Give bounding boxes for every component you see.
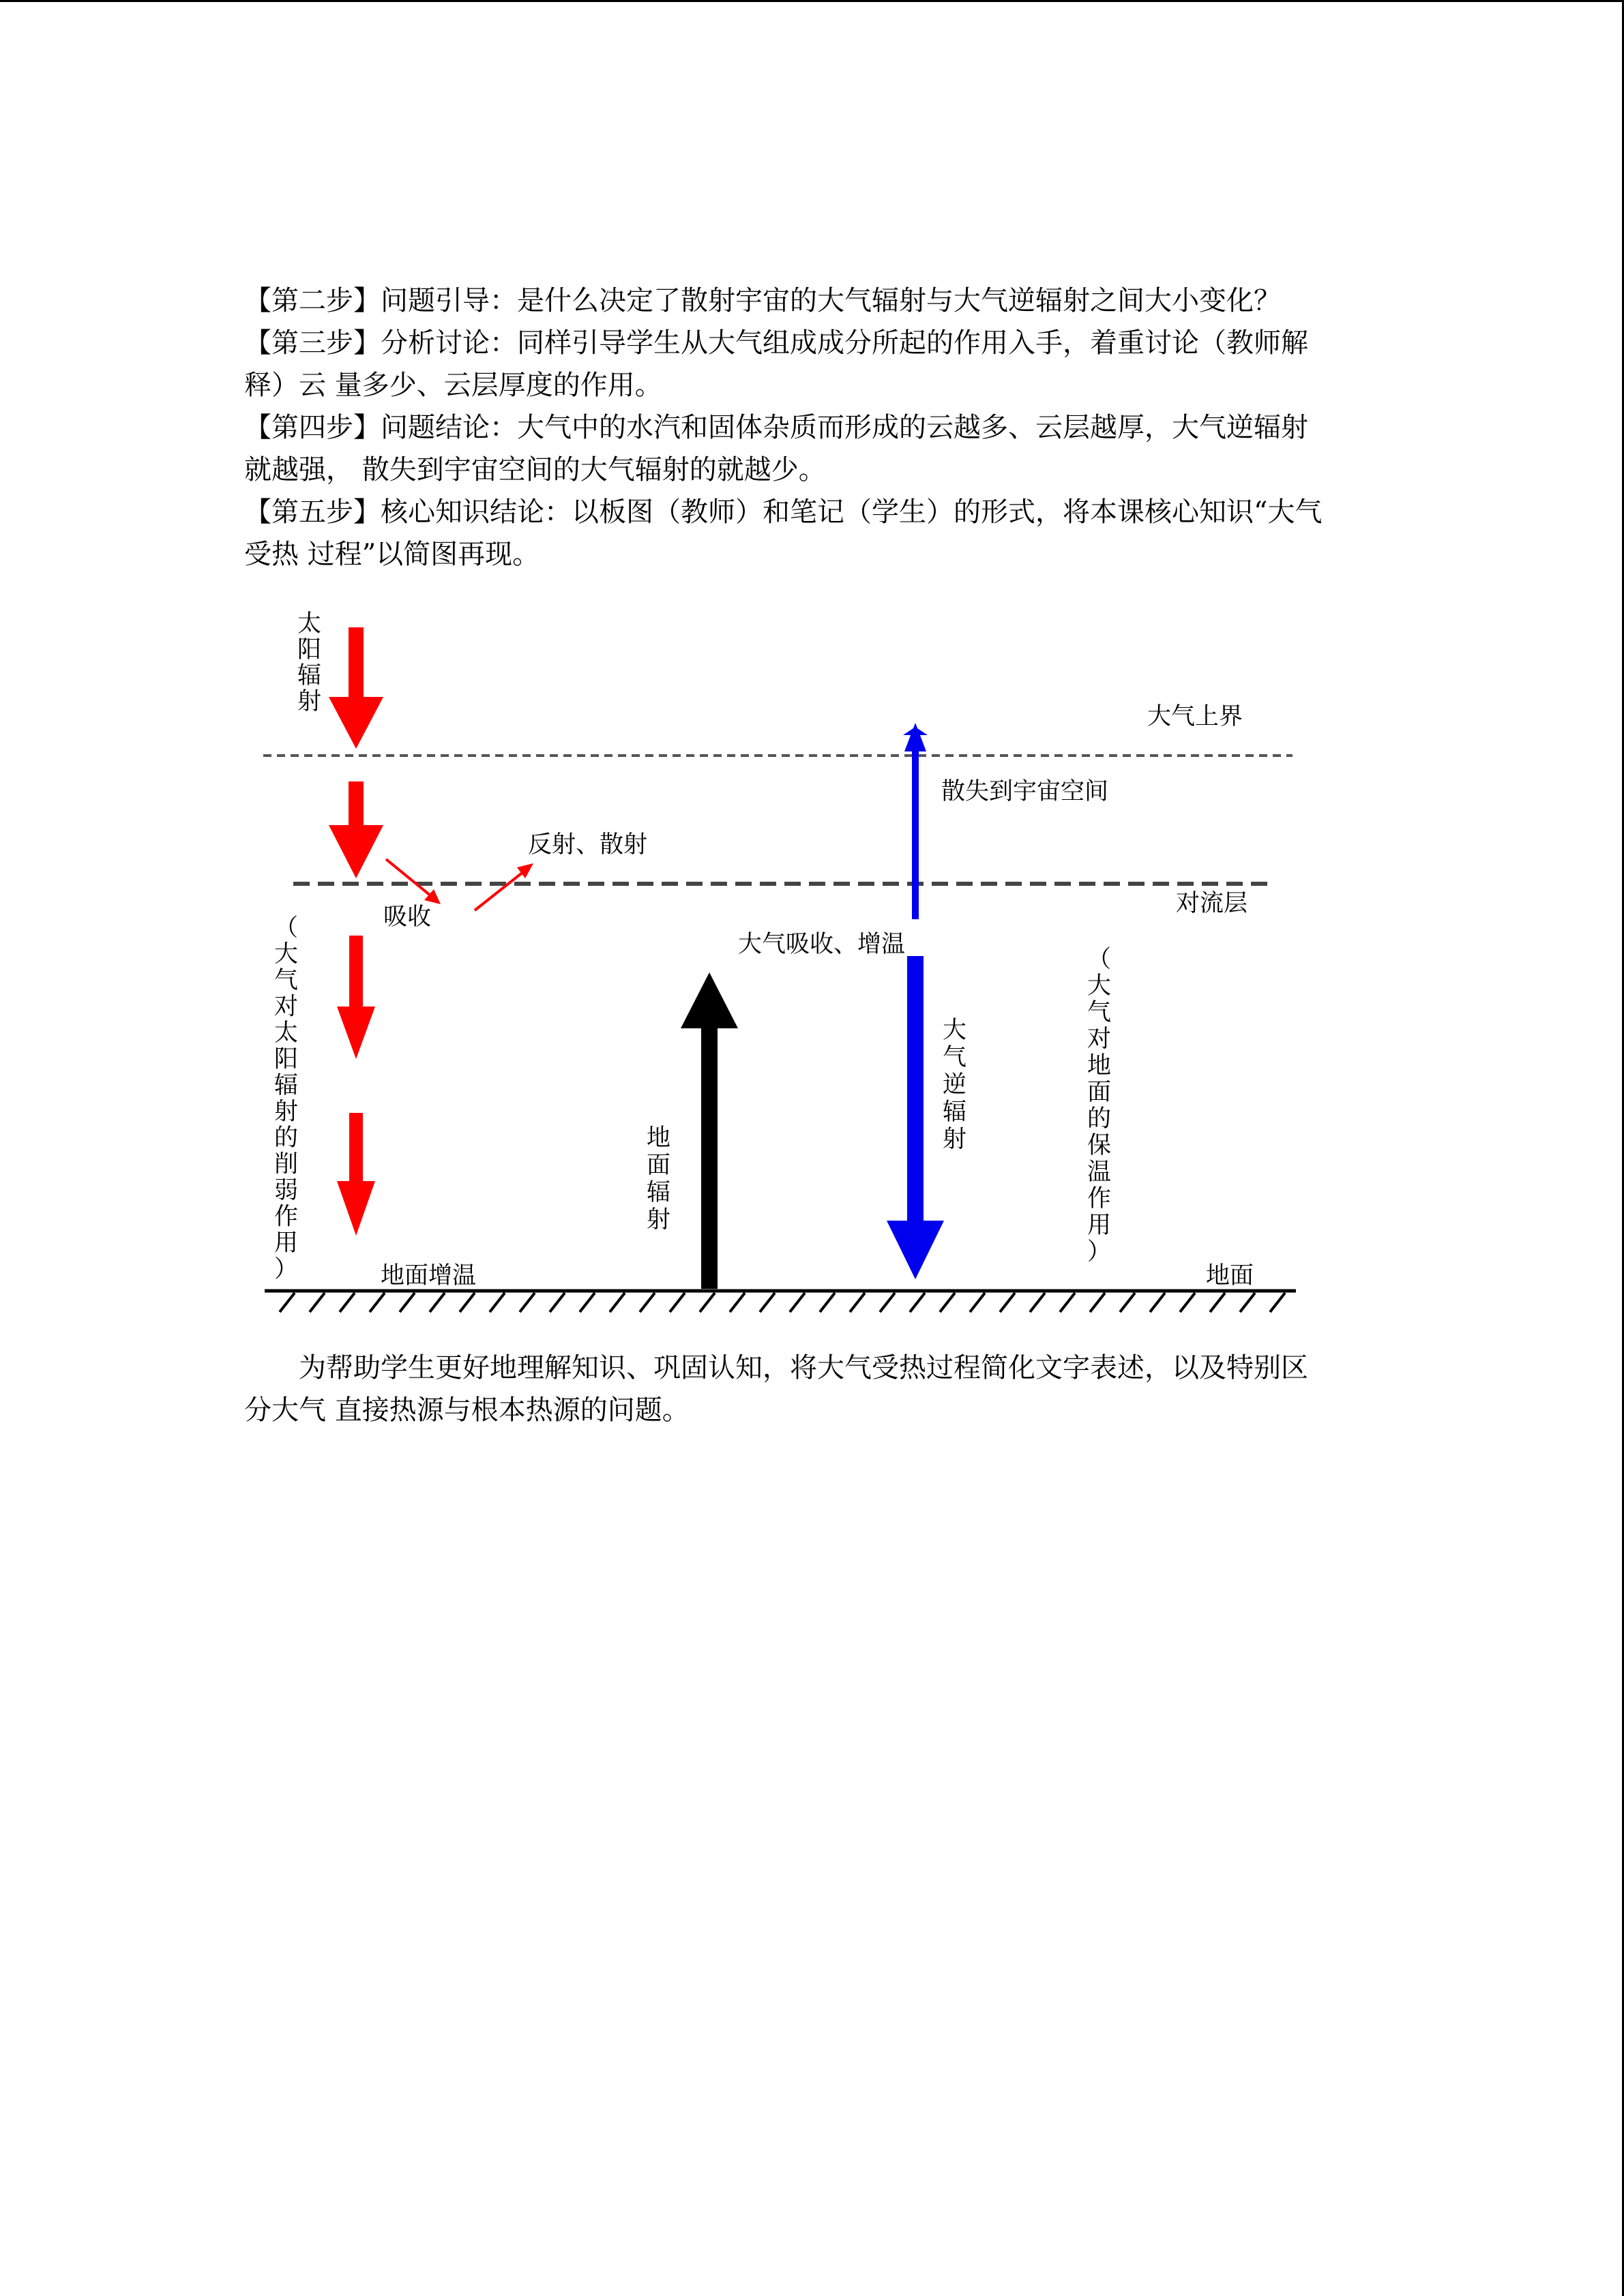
step-tag: 【第五步】: [244, 496, 381, 528]
text-line: 为帮助学生更好地理解知识、巩固认知，将大气受热过程简化文字表述，以及特别区: [299, 1352, 1308, 1384]
text-line: 释）云 量多少、云层厚度的作用。: [244, 370, 662, 401]
ground-hatch: [730, 1293, 745, 1312]
troposphere-label: 对流层: [1176, 890, 1248, 917]
ground-radiation-arrow: [681, 972, 738, 1289]
closing-line: [244, 1389, 1376, 1431]
ground-hatch: [1000, 1293, 1015, 1312]
ground-label: 地面: [1206, 1262, 1254, 1289]
paragraph-step-4-cont: [244, 449, 1376, 491]
body-text: [244, 280, 1376, 576]
ground-hatch: [580, 1293, 595, 1312]
solar-radiation-arrow: [337, 1113, 375, 1236]
solar-radiation-arrow: [329, 627, 383, 749]
ground-hatch: [880, 1293, 895, 1312]
text-line: 就越强， 散失到宇宙空间的大气辐射的就越少。: [244, 454, 826, 486]
reflect-arrow: [475, 871, 524, 910]
ground-hatch: [550, 1293, 565, 1312]
ground-hatch: [370, 1293, 385, 1312]
escape-shaft: [912, 742, 919, 919]
ground-hatch: [640, 1293, 655, 1312]
text-line: 受热 过程”以简图再现。: [244, 539, 540, 570]
paragraph-step-4: [244, 406, 1376, 449]
paragraph-step-5-cont: [244, 533, 1376, 576]
ground-hatch: [1120, 1293, 1135, 1312]
solar-radiation-label: [297, 610, 321, 715]
ground-hatch: [430, 1293, 445, 1312]
ground-radiation-label: [647, 1124, 670, 1234]
ground-hatch: [1270, 1293, 1285, 1312]
ground-hatch: [1030, 1293, 1045, 1312]
ground-hatch: [700, 1293, 715, 1312]
text-line: 问题结论：大气中的水汽和固体杂质而形成的云越多、云层越厚，大气逆辐射: [381, 412, 1308, 443]
svg-text:（大气对地面的保温作用）: （大气对地面的保温作用）: [1087, 946, 1112, 1266]
closing-line: [244, 1347, 1376, 1389]
svg-text:太阳辐射: 太阳辐射: [297, 610, 322, 715]
text-line: 分析讨论：同样引导学生从大气组成成分所起的作用入手，着重讨论（教师解: [381, 327, 1308, 359]
counter-radiation-label: [943, 1017, 966, 1153]
ground-hatch: [850, 1293, 865, 1312]
text-line: 分大气 直接热源与根本热源的问题。: [244, 1395, 690, 1426]
ground-hatch: [670, 1293, 685, 1312]
solar-radiation-arrow: [329, 781, 383, 878]
ground-hatch: [280, 1293, 295, 1312]
ground-hatch: [1090, 1293, 1105, 1312]
upper-boundary-label: 大气上界: [1147, 703, 1243, 730]
ground-hatch: [820, 1293, 835, 1312]
paragraph-step-2: [244, 280, 1376, 322]
ground-hatch: [910, 1293, 925, 1312]
ground-hatch: [490, 1293, 505, 1312]
step-tag: 【第四步】: [244, 412, 381, 443]
atmosphere-heating-diagram: [252, 607, 1303, 1323]
ground-hatch: [520, 1293, 535, 1312]
paragraph-step-5: [244, 491, 1376, 533]
escape-label: 散失到宇宙空间: [941, 778, 1109, 805]
reflect-scatter-label: 反射、散射: [528, 831, 648, 859]
text-line: 核心知识结论：以板图（教师）和笔记（学生）的形式，将本课核心知识“大气: [381, 496, 1323, 528]
weakening-label: [274, 914, 298, 1283]
absorb-label: 吸收: [383, 904, 432, 931]
ground-hatch: [1060, 1293, 1075, 1312]
ground-hatch: [400, 1293, 415, 1312]
ground-hatch: [1180, 1293, 1195, 1312]
counter-radiation-arrow: [887, 956, 944, 1279]
svg-text:大气逆辐射: 大气逆辐射: [943, 1017, 967, 1153]
svg-text:（大气对太阳辐射的削弱作用）: （大气对太阳辐射的削弱作用）: [274, 914, 299, 1283]
ground-hatch: [340, 1293, 355, 1312]
ground-hatch: [790, 1293, 805, 1312]
paragraph-step-3: [244, 322, 1376, 364]
svg-text:地面辐射: 地面辐射: [647, 1124, 671, 1234]
ground-hatch: [460, 1293, 475, 1312]
step-tag: 【第二步】: [244, 285, 381, 316]
ground-hatch: [310, 1293, 325, 1312]
ground-hatching: [280, 1293, 1285, 1312]
ground-hatch: [610, 1293, 625, 1312]
paragraph-step-3-cont: [244, 364, 1376, 406]
text-line: 问题引导：是什么决定了散射宇宙的大气辐射与大气逆辐射之间大小变化？: [381, 285, 1281, 316]
insulation-label: [1087, 946, 1111, 1266]
ground-hatch: [760, 1293, 775, 1312]
solar-radiation-arrow: [337, 936, 375, 1059]
atmos-absorb-label: 大气吸收、增温: [738, 931, 906, 958]
ground-hatch: [1150, 1293, 1165, 1312]
ground-hatch: [970, 1293, 985, 1312]
ground-hatch: [940, 1293, 955, 1312]
absorb-arrow: [386, 859, 431, 896]
step-tag: 【第三步】: [244, 327, 381, 359]
ground-hatch: [1240, 1293, 1255, 1312]
closing-text: [244, 1347, 1376, 1431]
ground-warm-label: 地面增温: [381, 1262, 477, 1289]
ground-hatch: [1210, 1293, 1225, 1312]
